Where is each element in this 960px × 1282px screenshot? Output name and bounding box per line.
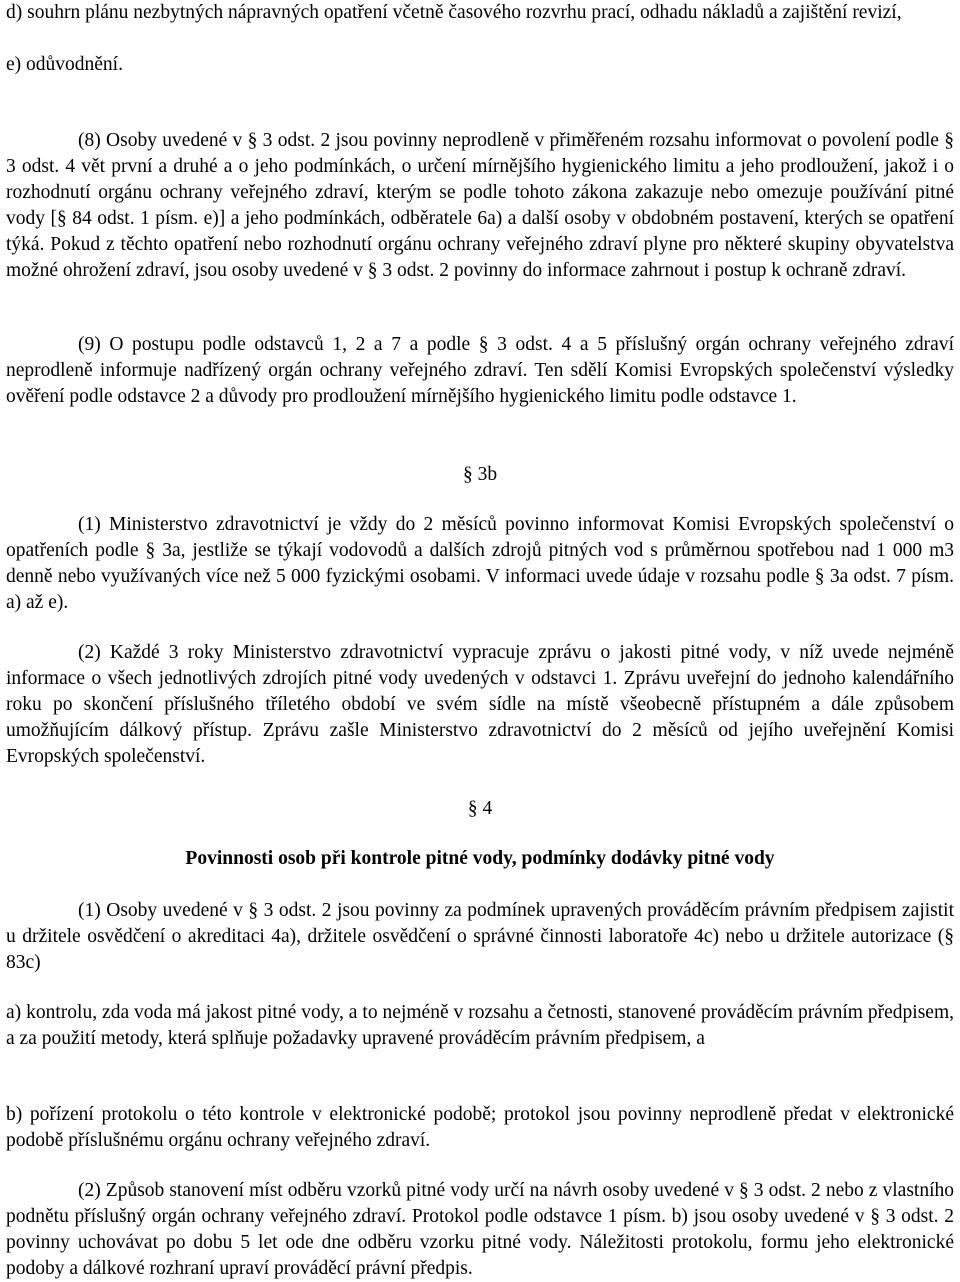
section-3b-paragraph-1: (1) Ministerstvo zdravotnictví je vždy do 2 měsíců povinno informovat Komisi Evropských společenství o opatřeních podle § 3a, jestliže se týkají vodovodů a dalších zdrojů pitných vod s průměrnou spotřebou nad 1 000 m3 denně nebo využívaných více než 5 000 fyzickými osobami. V informaci uvede údaje v rozsahu podle § 3a odst. 7 písm. a) až e). xyxy=(6,514,954,613)
paragraph-d: d) souhrn plánu nezbytných nápravných opatření včetně časového rozvrhu prací, odhadu nákladů a zajištění revizí, xyxy=(6,2,902,23)
section-3b-paragraph-2: (2) Každé 3 roky Ministerstvo zdravotnictví vypracuje zprávu o jakosti pitné vody, v níž uvede nejméně informace o všech jednotlivých zdrojích pitné vody uvedených v odstavci 1. Zprávu uveřejní do jednoho kalendářního roku po skončení příslušného tříletého období ve svém sídle na místě všeobecně přístupném a dále způsobem umožňujícím dálkový přístup. Zprávu zašle Ministerstvo zdravotnictví do 2 měsíců od jejího uveřejnění Komisi Evropských společenství. xyxy=(6,642,954,767)
section-4-item-a: a) kontrolu, zda voda má jakost pitné vody, a to nejméně v rozsahu a četnosti, stanovené prováděcím právním předpisem, a za použití metody, která splňuje požadavky upravené prováděcím právním předpisem, a xyxy=(6,1002,954,1049)
section-3b-heading: § 3b xyxy=(462,464,498,485)
paragraph-8: (8) Osoby uvedené v § 3 odst. 2 jsou povinny neprodleně v přiměřeném rozsahu informovat o povolení podle § 3 odst. 4 vět první a druhé a o jeho podmínkách, o určení mírnějšího hygienického limitu a jeho prodloužení, jakož i o rozhodnutí orgánu ochrany veřejného zdraví, kterým se podle tohoto zákona zakazuje nebo omezuje používání pitné vody [§ 84 odst. 1 písm. e)] a jeho podmínkách, odběratele 6a) a další osoby v obdobném postavení, kterých se opatření týká. Pokud z těchto opatření nebo rozhodnutí orgánu ochrany veřejného zdraví plyne pro některé skupiny obyvatelstva možné ohrožení zdraví, jsou osoby uvedené v § 3 odst. 2 povinny do informace zahrnout i postup k ochraně zdraví. xyxy=(6,130,954,281)
section-4-paragraph-1: (1) Osoby uvedené v § 3 odst. 2 jsou povinny za podmínek upravených prováděcím právním předpisem zajistit u držitele osvědčení o akreditaci 4a), držitele osvědčení o správné činnosti laboratoře 4c) nebo u držitele autorizace (§ 83c) xyxy=(6,900,954,973)
section-4-item-b: b) pořízení protokolu o této kontrole v elektronické podobě; protokol jsou povinny neprodleně předat v elektronické podobě příslušnému orgánu ochrany veřejného zdraví. xyxy=(6,1104,954,1151)
paragraph-e: e) odůvodnění. xyxy=(6,54,123,75)
section-4-title: Povinnosti osob při kontrole pitné vody, podmínky dodávky pitné vody xyxy=(185,848,775,869)
paragraph-9: (9) O postupu podle odstavců 1, 2 a 7 a podle § 3 odst. 4 a 5 příslušný orgán ochrany veřejného zdraví neprodleně informuje nadřízený orgán ochrany veřejného zdraví. Ten sdělí Komisi Evropských společenství výsledky ověření podle odstavce 2 a důvody pro prodloužení mírnějšího hygienického limitu podle odstavce 1. xyxy=(6,334,954,407)
section-4-heading: § 4 xyxy=(467,798,493,819)
section-4-paragraph-2: (2) Způsob stanovení míst odběru vzorků pitné vody určí na návrh osoby uvedené v § 3 odst. 2 nebo z vlastního podnětu příslušný orgán ochrany veřejného zdraví. Protokol podle odstavce 1 písm. b) jsou osoby uvedené v § 3 odst. 2 povinny uchovávat po dobu 5 let ode dne odběru vzorku pitné vody. Náležitosti protokolu, formu jeho elektronické podoby a dálkové rozhraní upraví prováděcí právní předpis. xyxy=(6,1180,954,1279)
